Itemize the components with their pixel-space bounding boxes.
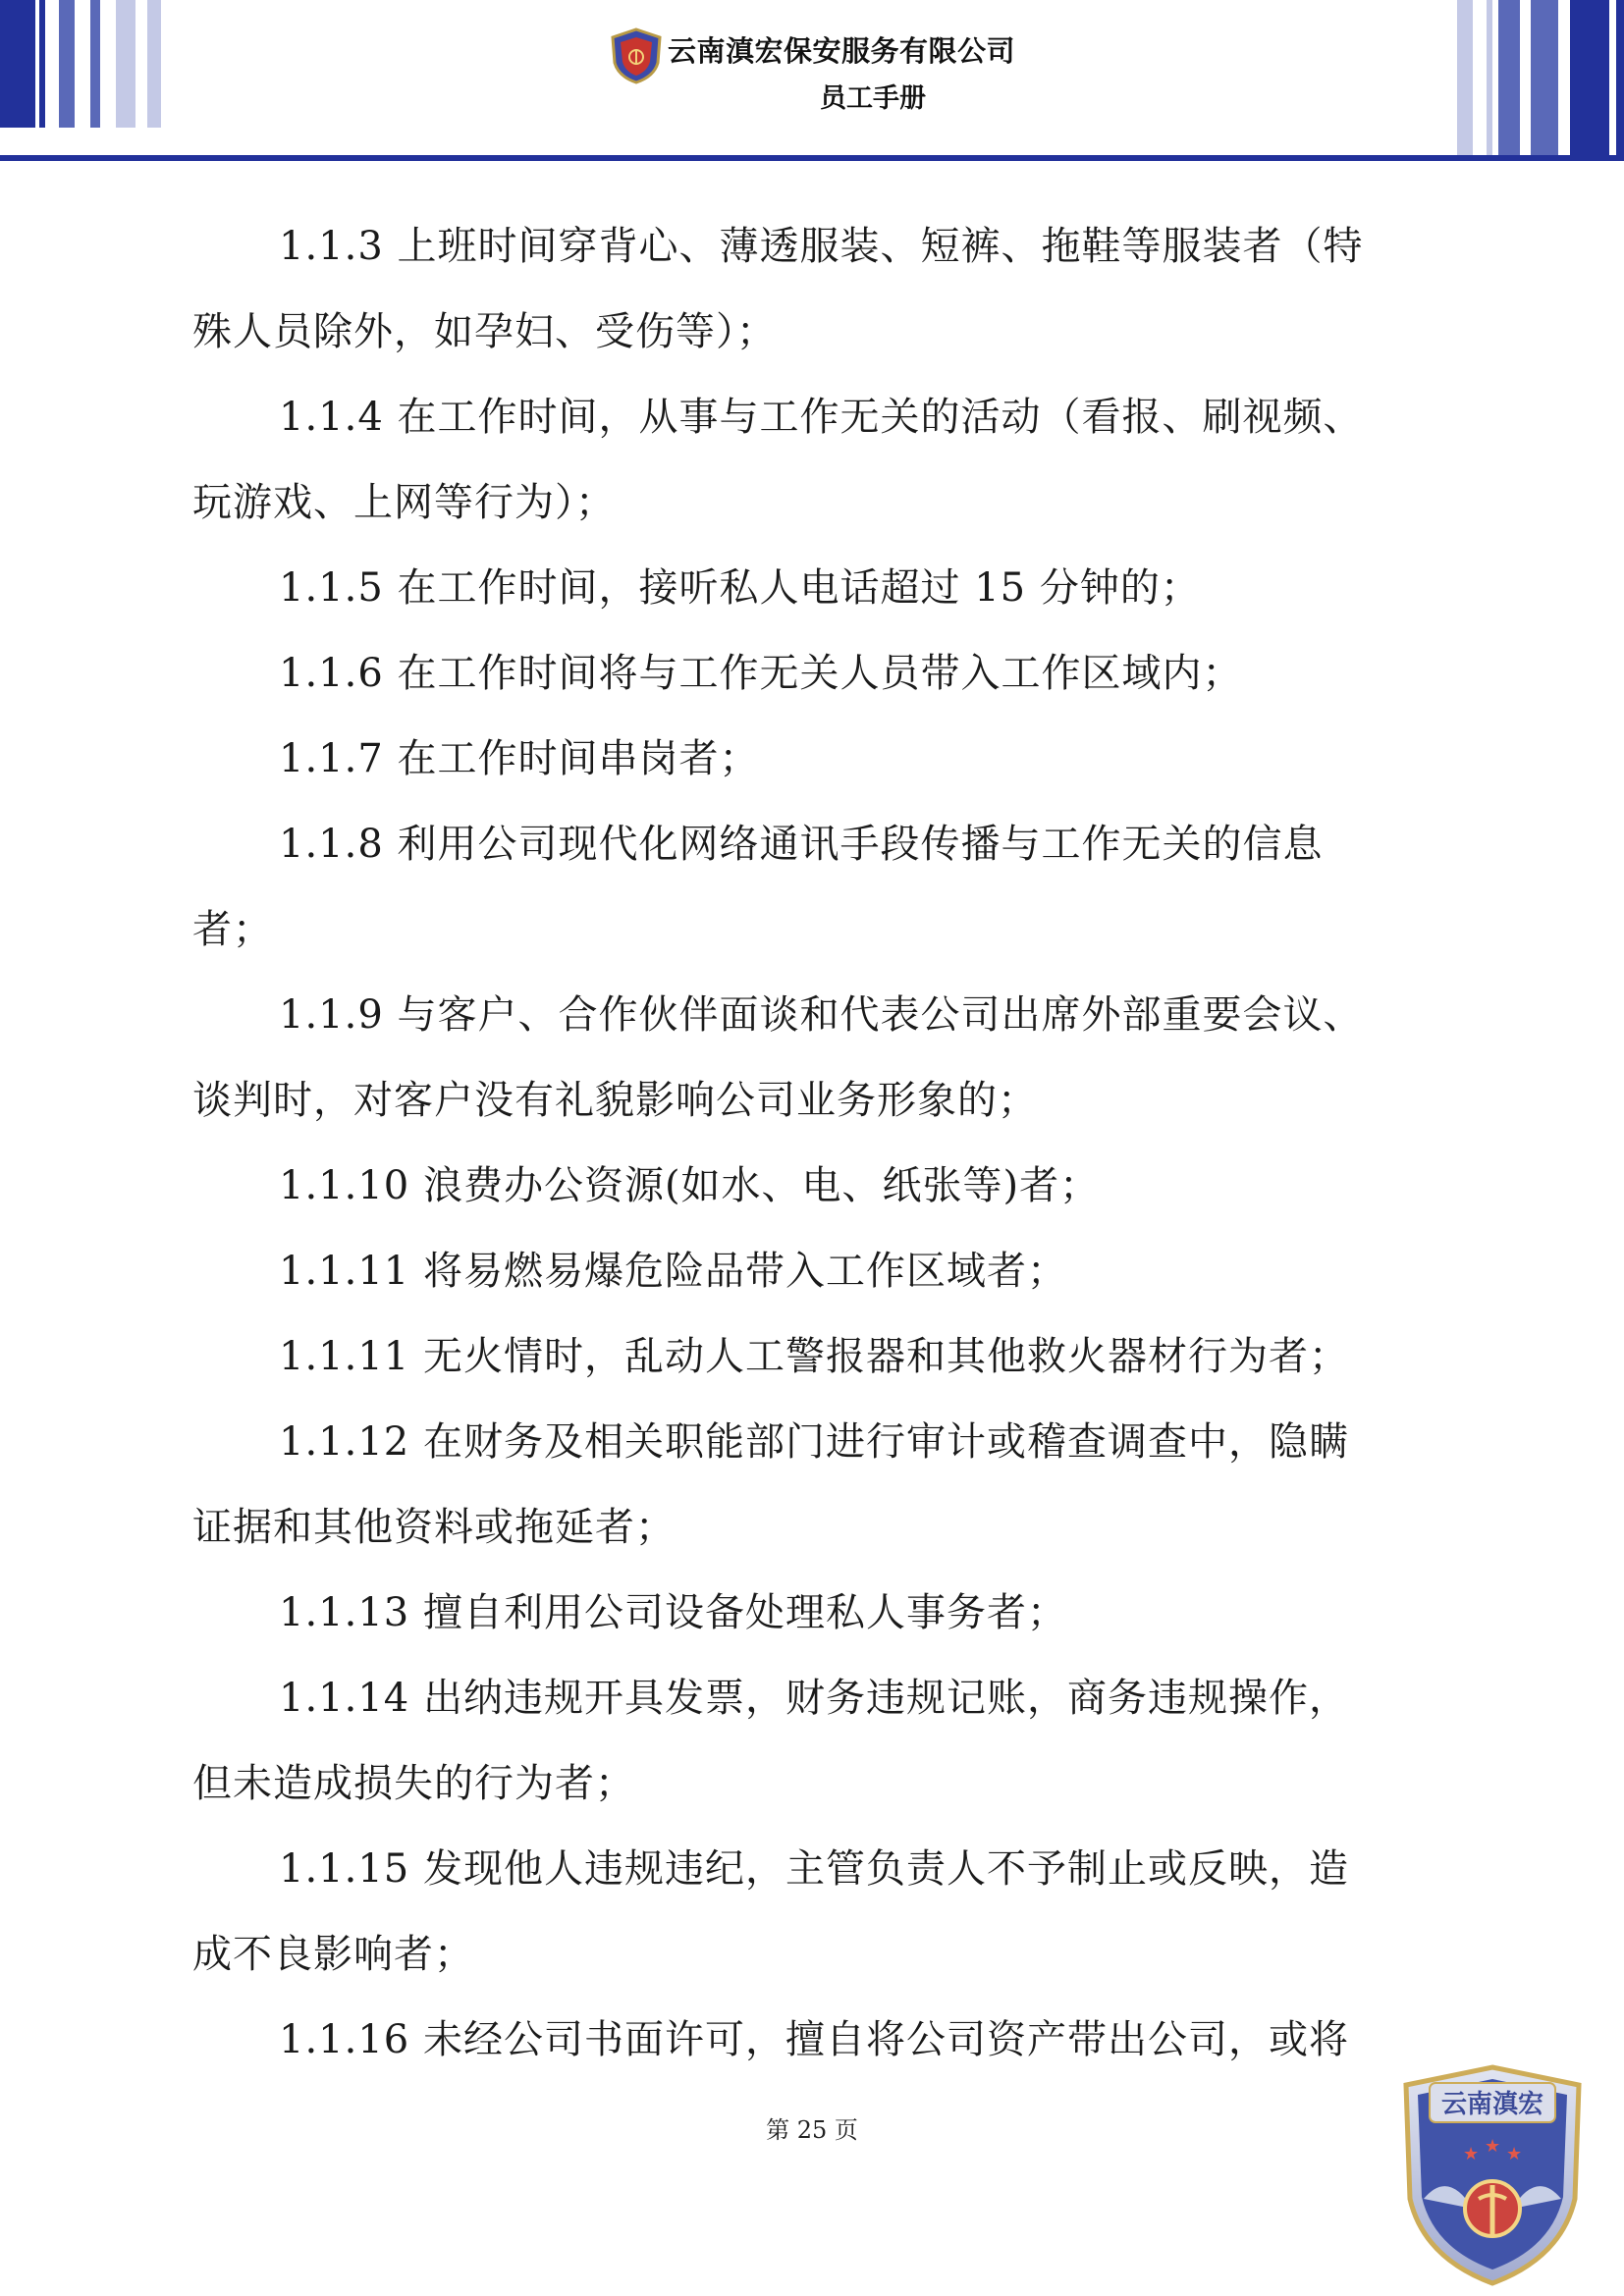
paragraph-line: 1.1.8 利用公司现代化网络通讯手段传播与工作无关的信息: [279, 822, 1324, 867]
paragraph-line: 1.1.9 与客户、合作伙伴面谈和代表公司出席外部重要会议、: [279, 992, 1364, 1038]
paragraph-line: 1.1.7 在工作时间串岗者；: [279, 736, 760, 781]
paragraph-line: 1.1.4 在工作时间，从事与工作无关的活动（看报、刷视频、: [279, 395, 1364, 440]
document-title: 员工手册: [820, 83, 926, 114]
paragraph-line: 者；: [192, 907, 273, 952]
paragraph-line: 但未造成损失的行为者；: [192, 1761, 635, 1806]
company-badge-watermark-icon: [1394, 2061, 1591, 2287]
document-body: [192, 204, 1432, 2083]
svg-text:★: ★: [1463, 2144, 1480, 2164]
paragraph-line: 1.1.12 在财务及相关职能部门进行审计或稽查调查中，隐瞒: [279, 1419, 1349, 1465]
paragraph-line: 1.1.11 无火情时，乱动人工警报器和其他救火器材行为者；: [279, 1334, 1349, 1379]
svg-text:★: ★: [1506, 2144, 1523, 2164]
company-shield-logo-icon: [609, 27, 664, 84]
paragraph-line: 1.1.6 在工作时间将与工作无关人员带入工作区域内；: [279, 651, 1243, 696]
paragraph-line: 殊人员除外，如孕妇、受伤等）；: [192, 309, 777, 354]
svg-text:★: ★: [1485, 2136, 1501, 2157]
paragraph-line: 1.1.3 上班时间穿背心、薄透服装、短裤、拖鞋等服装者（特: [279, 224, 1364, 269]
paragraph-line: 1.1.11 将易燃易爆危险品带入工作区域者；: [279, 1249, 1067, 1294]
page-header: [0, 0, 1624, 172]
paragraph-line: 成不良影响者；: [192, 1932, 474, 1977]
svg-text:云南滇宏: 云南滇宏: [1440, 2090, 1544, 2119]
paragraph-line: 1.1.16 未经公司书面许可，擅自将公司资产带出公司，或将: [279, 2017, 1349, 2062]
paragraph-line: 玩游戏、上网等行为）；: [192, 480, 616, 525]
paragraph-line: 1.1.5 在工作时间，接听私人电话超过 15 分钟的；: [279, 565, 1201, 611]
header-title-block: [599, 20, 1031, 118]
paragraph-line: 1.1.14 出纳违规开具发票，财务违规记账，商务违规操作，: [279, 1676, 1349, 1721]
paragraph-line: 1.1.13 擅自利用公司设备处理私人事务者；: [279, 1590, 1067, 1635]
paragraph-line: 1.1.15 发现他人违规违纪，主管负责人不予制止或反映，造: [279, 1846, 1349, 1892]
paragraph-line: 谈判时，对客户没有礼貌影响公司业务形象的；: [192, 1078, 1038, 1123]
paragraph-line: 1.1.10 浪费办公资源(如水、电、纸张等)者；: [279, 1163, 1101, 1208]
page-number: 第 25 页: [766, 2116, 858, 2144]
company-name: 云南滇宏保安服务有限公司: [668, 34, 1016, 68]
paragraph-line: 证据和其他资料或拖延者；: [192, 1505, 676, 1550]
header-divider: [0, 155, 1624, 161]
